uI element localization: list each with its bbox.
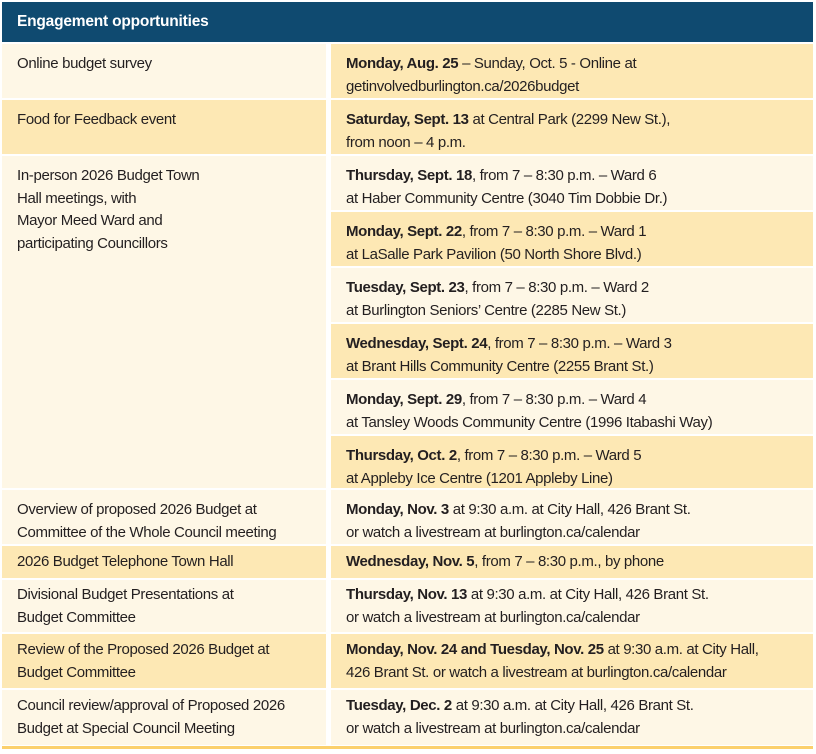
label-line: Committee of the Whole Council meeting (17, 523, 277, 541)
row-5-entry-0 (331, 580, 813, 632)
row-3-label (2, 490, 326, 544)
entry-date: Monday, Sept. 29 (346, 391, 462, 408)
row-5-label (2, 580, 326, 632)
entry-detail: , from 7 – 8:30 p.m. – Ward 6 (471, 167, 657, 184)
entry-detail: at 9:30 a.m. at City Hall, 426 Brant St. (448, 501, 691, 518)
entry-date: Wednesday, Sept. 24 (346, 335, 488, 352)
entry-line: or watch a livestream at burlington.ca/calendar (346, 608, 640, 626)
entry-detail: at 9:30 a.m. at City Hall, 426 Brant St. (451, 697, 694, 714)
row-7-label (2, 690, 326, 745)
entry-line (346, 165, 813, 188)
entry-detail: , from 7 – 8:30 p.m., by phone (474, 553, 664, 570)
row-3-entry-0 (331, 490, 813, 544)
row-2-entry-2 (331, 268, 813, 322)
row-7-entry-0 (331, 690, 813, 745)
bottom-rule (2, 746, 813, 749)
entry-date: Monday, Nov. 3 (346, 501, 449, 518)
entry-line (346, 221, 813, 244)
entry-line (346, 109, 813, 132)
label-line: Review of the Proposed 2026 Budget at (17, 641, 270, 658)
row-2-entry-3 (331, 324, 813, 378)
row-4-entry-0 (331, 546, 813, 578)
label-line: In-person 2026 Budget Town (17, 167, 200, 184)
row-6-entry-0 (331, 634, 813, 688)
entry-date: Wednesday, Nov. 5 (346, 553, 475, 570)
row-6-label (2, 634, 326, 688)
entry-line: 426 Brant St. or watch a livestream at burlington.ca/calendar (346, 663, 727, 681)
label-line: Budget at Special Council Meeting (17, 719, 235, 737)
label-line: Divisional Budget Presentations at (17, 586, 234, 603)
entry-line: from noon – 4 p.m. (346, 133, 466, 151)
row-2-label (2, 156, 326, 488)
entry-date: Monday, Sept. 22 (346, 223, 462, 240)
entry-date: Monday, Nov. 24 and Tuesday, Nov. 25 (346, 641, 604, 658)
entry-line: at Appleby Ice Centre (1201 Appleby Line) (346, 469, 613, 487)
entry-line: getinvolvedburlington.ca/2026budget (346, 77, 579, 95)
entry-line (346, 389, 813, 412)
entry-line: at Burlington Seniors’ Centre (2285 New St.) (346, 301, 627, 319)
entry-detail: at 9:30 a.m. at City Hall, (603, 641, 759, 658)
label-line: Budget Committee (17, 663, 136, 681)
label-line: participating Councillors (17, 234, 168, 252)
label-line: Food for Feedback event (17, 111, 176, 128)
entry-line (346, 695, 813, 718)
label-line: Budget Committee (17, 608, 136, 626)
entry-line: at Haber Community Centre (3040 Tim Dobbie Dr.) (346, 189, 668, 207)
row-2-entry-4 (331, 380, 813, 434)
entry-line: at Brant Hills Community Centre (2255 Brant St.) (346, 357, 654, 375)
label-line: 2026 Budget Telephone Town Hall (17, 553, 234, 570)
entry-line: at Tansley Woods Community Centre (1996 Itabashi Way) (346, 413, 713, 431)
label-line: Overview of proposed 2026 Budget at (17, 501, 257, 518)
row-0-label (2, 44, 326, 98)
entry-detail: , from 7 – 8:30 p.m. – Ward 4 (461, 391, 647, 408)
row-2-entry-0 (331, 156, 813, 210)
row-0-entry-0 (331, 44, 813, 98)
row-2-entry-1 (331, 212, 813, 266)
entry-line: at LaSalle Park Pavilion (50 North Shore Blvd.) (346, 245, 642, 263)
row-1-label (2, 100, 326, 154)
entry-line (346, 551, 813, 574)
entry-line (346, 333, 813, 356)
entry-detail: , from 7 – 8:30 p.m. – Ward 3 (487, 335, 672, 352)
entry-date: Tuesday, Dec. 2 (346, 697, 452, 714)
entry-date: Tuesday, Sept. 23 (346, 279, 465, 296)
entry-line (346, 277, 813, 300)
entry-line: or watch a livestream at burlington.ca/calendar (346, 719, 640, 737)
entry-line (346, 499, 813, 522)
entry-detail: , from 7 – 8:30 p.m. – Ward 5 (456, 447, 642, 464)
entry-detail: at Central Park (2299 New St.), (468, 111, 671, 128)
entry-detail: , from 7 – 8:30 p.m. – Ward 1 (461, 223, 647, 240)
entry-date: Monday, Aug. 25 (346, 55, 459, 72)
label-line: Hall meetings, with (17, 189, 137, 207)
entry-line (346, 53, 813, 76)
entry-detail: at 9:30 a.m. at City Hall, 426 Brant St. (467, 586, 709, 603)
entry-line (346, 584, 813, 607)
entry-line: or watch a livestream at burlington.ca/calendar (346, 523, 640, 541)
entry-date: Saturday, Sept. 13 (346, 111, 469, 128)
row-4-label (2, 546, 326, 578)
label-line: Online budget survey (17, 55, 152, 72)
entry-line (346, 445, 813, 468)
label-line: Mayor Meed Ward and (17, 212, 163, 229)
entry-line (346, 639, 813, 662)
entry-date: Thursday, Sept. 18 (346, 167, 472, 184)
row-1-entry-0 (331, 100, 813, 154)
entry-detail: , from 7 – 8:30 p.m. – Ward 2 (464, 279, 649, 296)
label-line: Council review/approval of Proposed 2026 (17, 697, 285, 714)
row-2-entry-5 (331, 436, 813, 488)
entry-detail: – Sunday, Oct. 5 - Online at (458, 55, 637, 72)
table-title: Engagement opportunities (2, 2, 813, 42)
entry-date: Thursday, Nov. 13 (346, 586, 468, 603)
entry-date: Thursday, Oct. 2 (346, 447, 457, 464)
